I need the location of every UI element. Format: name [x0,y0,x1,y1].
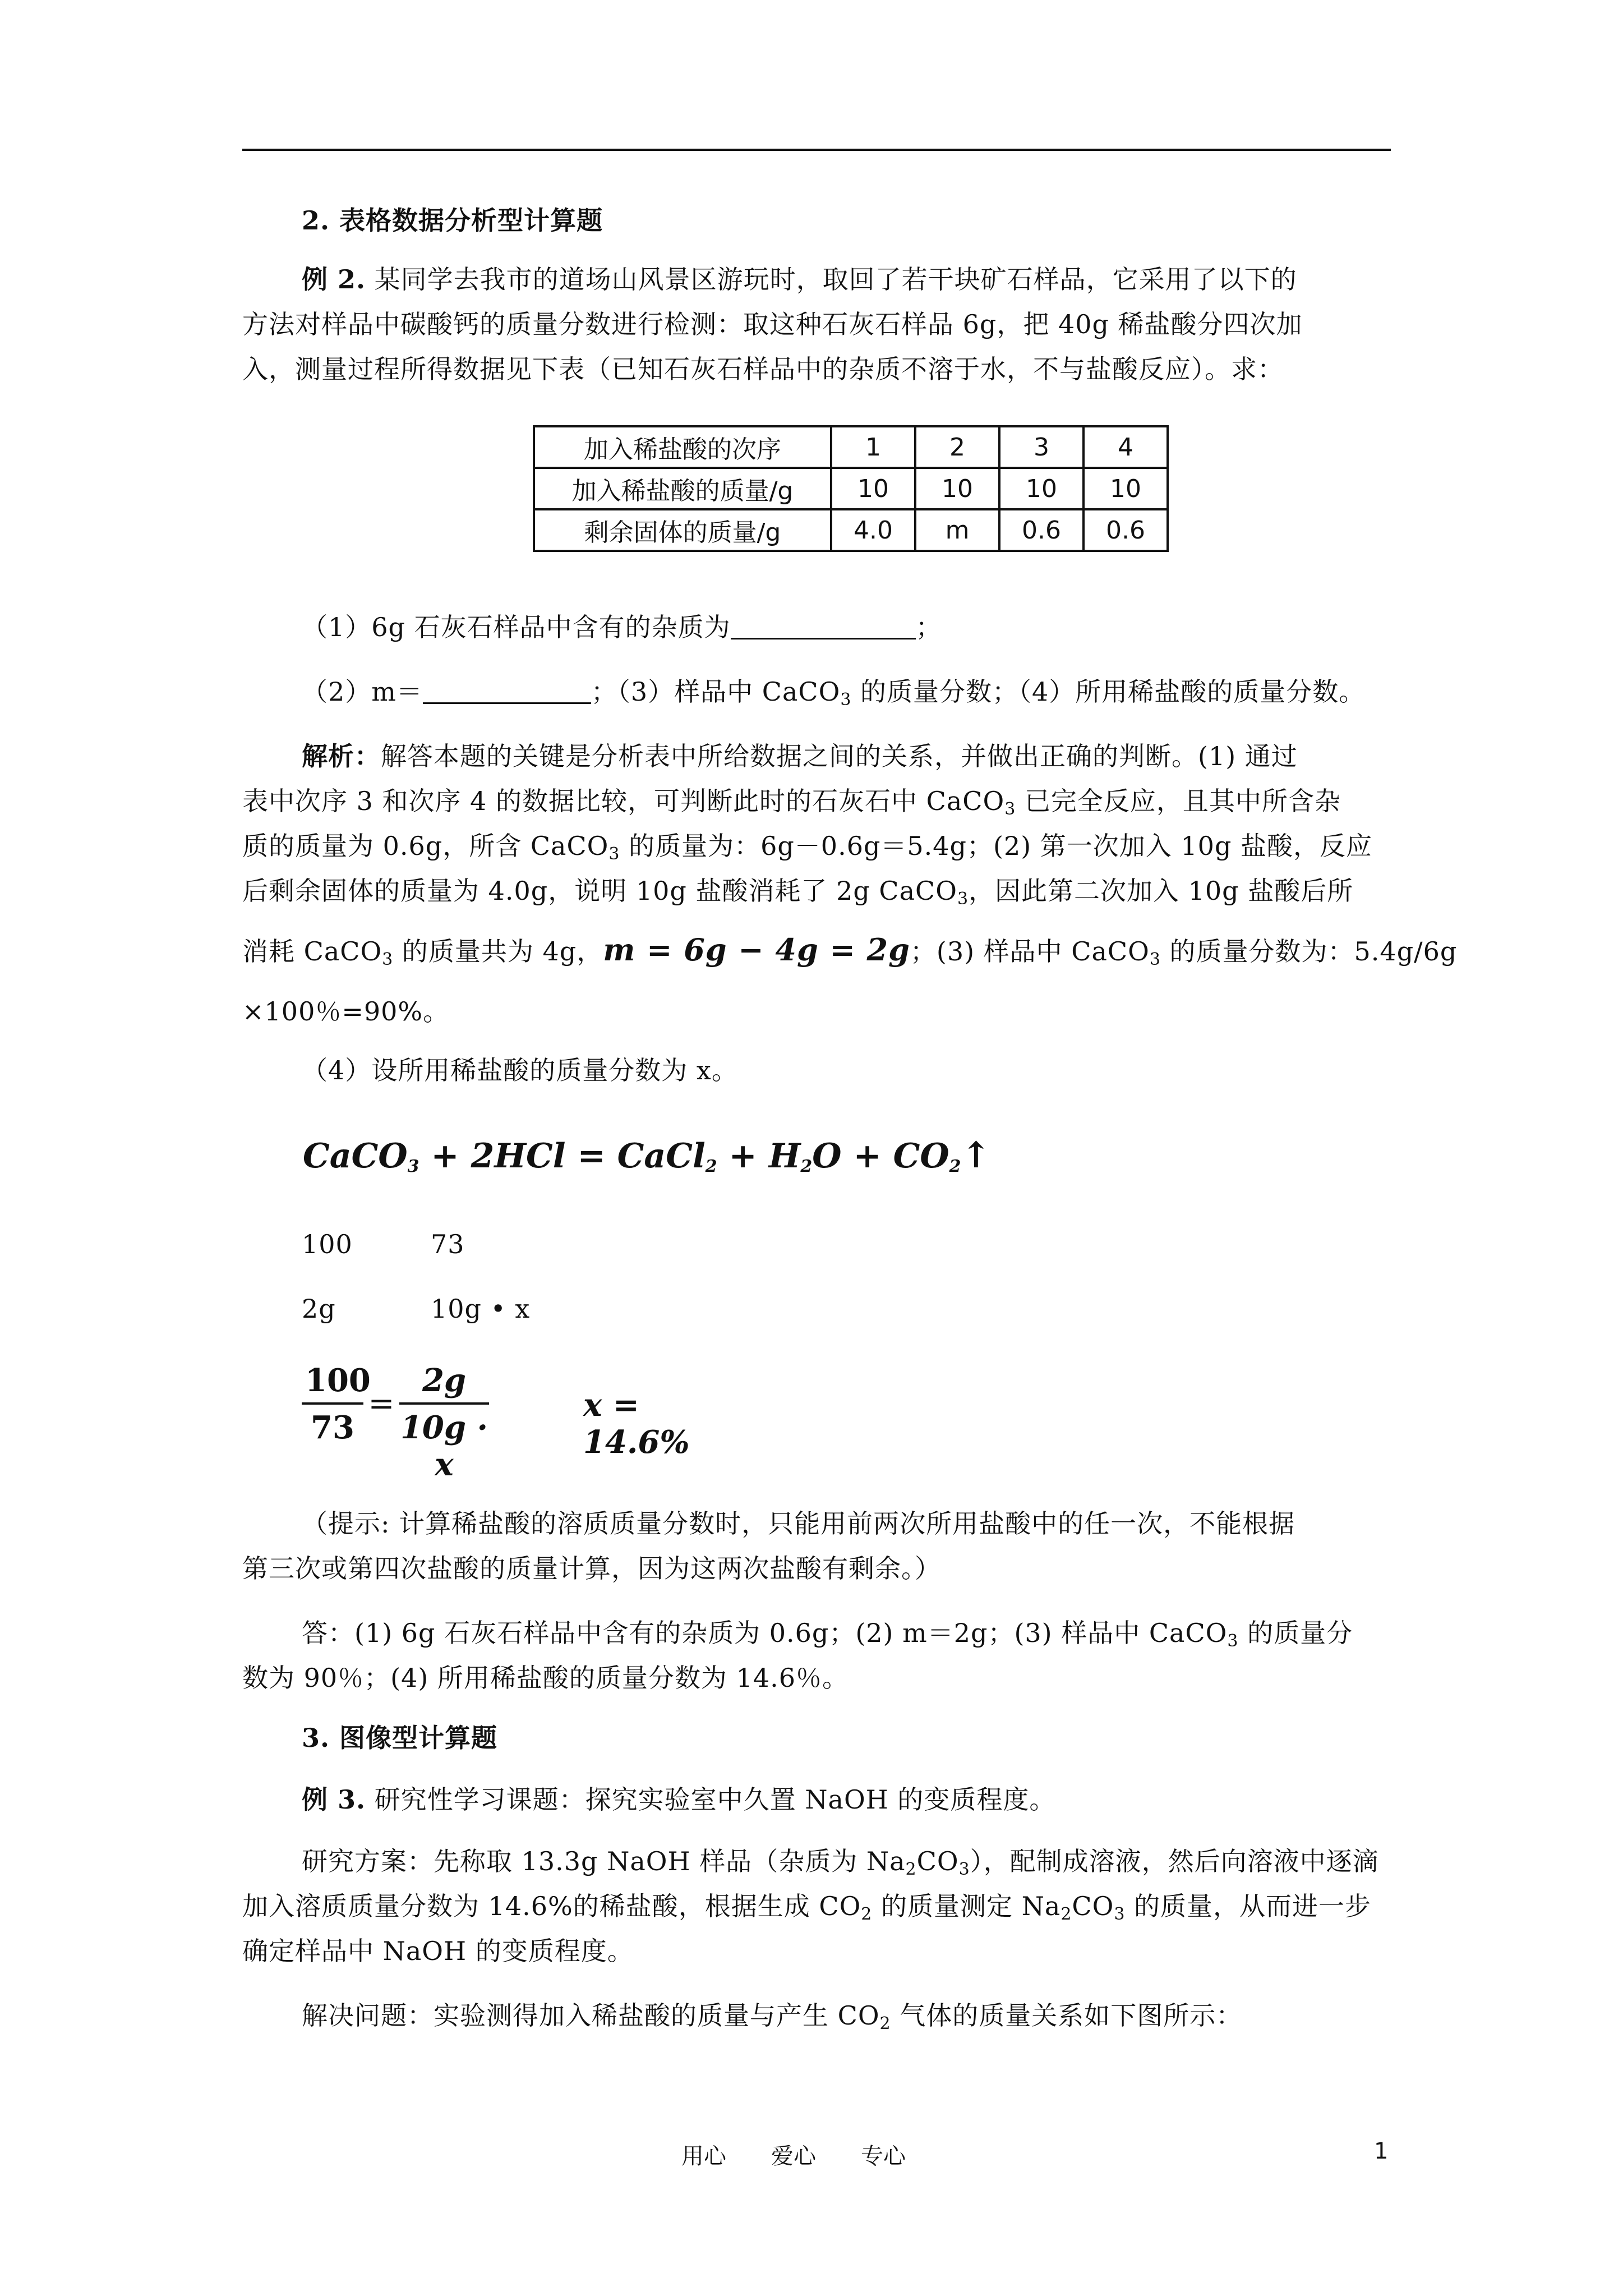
answer-text: 答：(1) 6g 石灰石样品中含有的杂质为 0.6g；(2) m＝2g；(3) 样品中 CaCO [302,1618,1228,1648]
table-cell: 0.6 [1083,509,1168,551]
subscript: 3 [382,950,394,969]
formula-part: CaCO [303,1137,408,1176]
subscript: 3 [958,1860,970,1879]
plan-text: 的质量，从而进一步 [1125,1891,1372,1921]
example-paragraph-line [302,1778,1390,1821]
subscript: 3 [1114,1904,1126,1924]
analysis-text: ，因此第二次加入 10g 盐酸后所 [969,876,1354,906]
plan-line [242,1885,1391,1927]
ratio-value: 2g [302,1294,336,1324]
table-row [534,426,1168,468]
subscript: 2 [800,1157,813,1176]
answer-blank [423,678,591,704]
plan-text: 的质量测定 Na [872,1891,1061,1921]
example-label: 例 2. [302,264,366,295]
tip-line: （提示: 计算稀盐酸的溶质质量分数时，只能用前两次所用盐酸中的任一次，不能根据 [302,1508,1295,1539]
analysis-text: 的质量为：6g－0.6g＝5.4g；(2) 第一次加入 10g 盐酸，反应 [620,831,1373,861]
analysis-text: 质的质量为 0.6g，所含 CaCO [242,831,609,861]
answer-text: 的质量分 [1238,1618,1353,1648]
answer-line [302,1612,1390,1654]
plan-line: 确定样品中 NaOH 的变质程度。 [242,1936,634,1966]
analysis-line [242,928,1458,973]
page-number: 1 [1374,2138,1389,2164]
table-cell: 10 [831,468,915,509]
table-cell: 4 [1083,426,1168,468]
chemical-equation [303,1130,991,1181]
analysis-text: 的质量分数为：5.4g/6g [1160,936,1458,967]
question-text: ； [915,612,942,642]
question-text: （2）m＝ [302,677,423,707]
section-heading: 2. 表格数据分析型计算题 [302,205,603,236]
subscript: 2 [705,1157,717,1176]
question-line [302,606,1390,648]
equals-sign: = [368,1386,395,1422]
formula-part: O + CO [812,1137,949,1176]
table-cell: 10 [915,468,999,509]
ratio-value: 73 [431,1229,465,1259]
answer-blank [731,613,916,639]
subscript: 3 [1004,799,1016,819]
table-cell: 10 [1083,468,1168,509]
question-text: （1）6g 石灰石样品中含有的杂质为 [302,612,731,642]
example-paragraph-line: 入，测量过程所得数据见下表（已知石灰石样品中的杂质不溶于水，不与盐酸反应）。求： [242,354,1284,384]
header-rule [242,149,1391,151]
data-table [533,425,1169,552]
ratio-value: 100 [302,1229,353,1259]
result-formula: x = 14.6% [583,1387,690,1461]
table-cell: 0.6 [999,509,1083,551]
plan-text: 加入溶质质量分数为 14.6%的稀盐酸，根据生成 CO [242,1891,861,1921]
plan-line [302,1840,1390,1883]
question-text: ；（3）样品中 CaCO [591,677,841,707]
table-cell: 加入稀盐酸的次序 [534,426,831,468]
plan-text: CO [1072,1891,1114,1921]
table-row [534,468,1168,509]
ratio-value: 10g • x [431,1294,531,1324]
fraction-right [399,1362,489,1483]
question-text: 的质量分数；（4）所用稀盐酸的质量分数。 [851,677,1366,707]
table-cell: m [915,509,999,551]
denominator: 73 [311,1409,354,1446]
numerator: 2g [399,1362,489,1405]
inline-formula: m = 6g − 4g = 2g [603,932,910,968]
subscript: 2 [1061,1904,1072,1924]
denominator: 10g · x [400,1409,488,1483]
table-cell: 1 [831,426,915,468]
analysis-line [242,825,1391,867]
example-label: 例 3. [302,1784,366,1815]
subscript: 3 [840,690,852,710]
table-row [534,509,1168,551]
plan-text: ），配制成溶液，然后向溶液中逐滴 [970,1846,1379,1876]
subscript: 2 [879,2014,891,2033]
subscript: 3 [608,844,620,864]
subscript: 3 [1227,1631,1239,1651]
subscript: 2 [905,1860,917,1879]
analysis-line: ×100％=90%。 [242,996,450,1027]
tip-line: 第三次或第四次盐酸的质量计算，因为这两次盐酸有剩余。） [242,1553,941,1584]
formula-part: + 2HCl = CaCl [419,1137,706,1176]
answer-line: 数为 90％；(4) 所用稀盐酸的质量分数为 14.6％。 [242,1663,849,1693]
fraction-left [302,1362,371,1446]
table-cell: 加入稀盐酸的质量/g [534,468,831,509]
table-cell: 3 [999,426,1083,468]
analysis-line [302,735,1390,777]
example-paragraph-line: 方法对样品中碳酸钙的质量分数进行检测：取这种石灰石样品 6g，把 40g 稀盐酸分四次加 [242,309,1303,339]
subscript: 3 [407,1157,419,1176]
section-heading: 3. 图像型计算题 [302,1723,498,1753]
table-cell: 剩余固体的质量/g [534,509,831,551]
analysis-line [242,780,1391,822]
footer-motto: 用心 爱心 专心 [681,2143,906,2169]
solve-text: 解决问题：实验测得加入稀盐酸的质量与产生 CO [302,2000,880,2031]
analysis-text: 解答本题的关键是分析表中所给数据之间的关系，并做出正确的判断。(1) 通过 [381,741,1298,771]
analysis-label: 解析： [302,741,381,771]
numerator: 100 [302,1362,363,1405]
subscript: 3 [1149,950,1161,969]
solve-text: 气体的质量关系如下图所示： [891,2000,1243,2031]
table-cell: 10 [999,468,1083,509]
analysis-text: 消耗 CaCO [242,936,382,967]
example-text: 研究性学习课题：探究实验室中久置 NaOH 的变质程度。 [366,1784,1056,1815]
question-line [302,670,1390,713]
analysis-line [242,869,1391,912]
subscript: 2 [949,1157,961,1176]
table-cell: 2 [915,426,999,468]
subscript: 2 [861,1904,873,1924]
plan-text: 研究方案：先称取 13.3g NaOH 样品（杂质为 Na [302,1846,906,1876]
plan-text: CO [916,1846,959,1876]
formula-part: + H [717,1137,801,1176]
analysis-text: 表中次序 3 和次序 4 的数据比较，可判断此时的石灰石中 CaCO [242,786,1005,816]
example-paragraph-line [302,258,1390,301]
subscript: 3 [957,889,969,909]
setup-line: （4）设所用稀盐酸的质量分数为 x。 [302,1055,738,1085]
example-text: 某同学去我市的道场山风景区游玩时，取回了若干块矿石样品，它采用了以下的 [366,264,1297,295]
solve-line [302,1994,1390,2037]
gas-arrow-icon: ↑ [961,1134,992,1176]
analysis-text: ；(3) 样品中 CaCO [910,936,1150,967]
analysis-text: 后剩余固体的质量为 4.0g，说明 10g 盐酸消耗了 2g CaCO [242,876,957,906]
analysis-text: 已完全反应，且其中所含杂 [1016,786,1341,816]
analysis-text: 的质量共为 4g， [393,936,603,967]
table-cell: 4.0 [831,509,915,551]
